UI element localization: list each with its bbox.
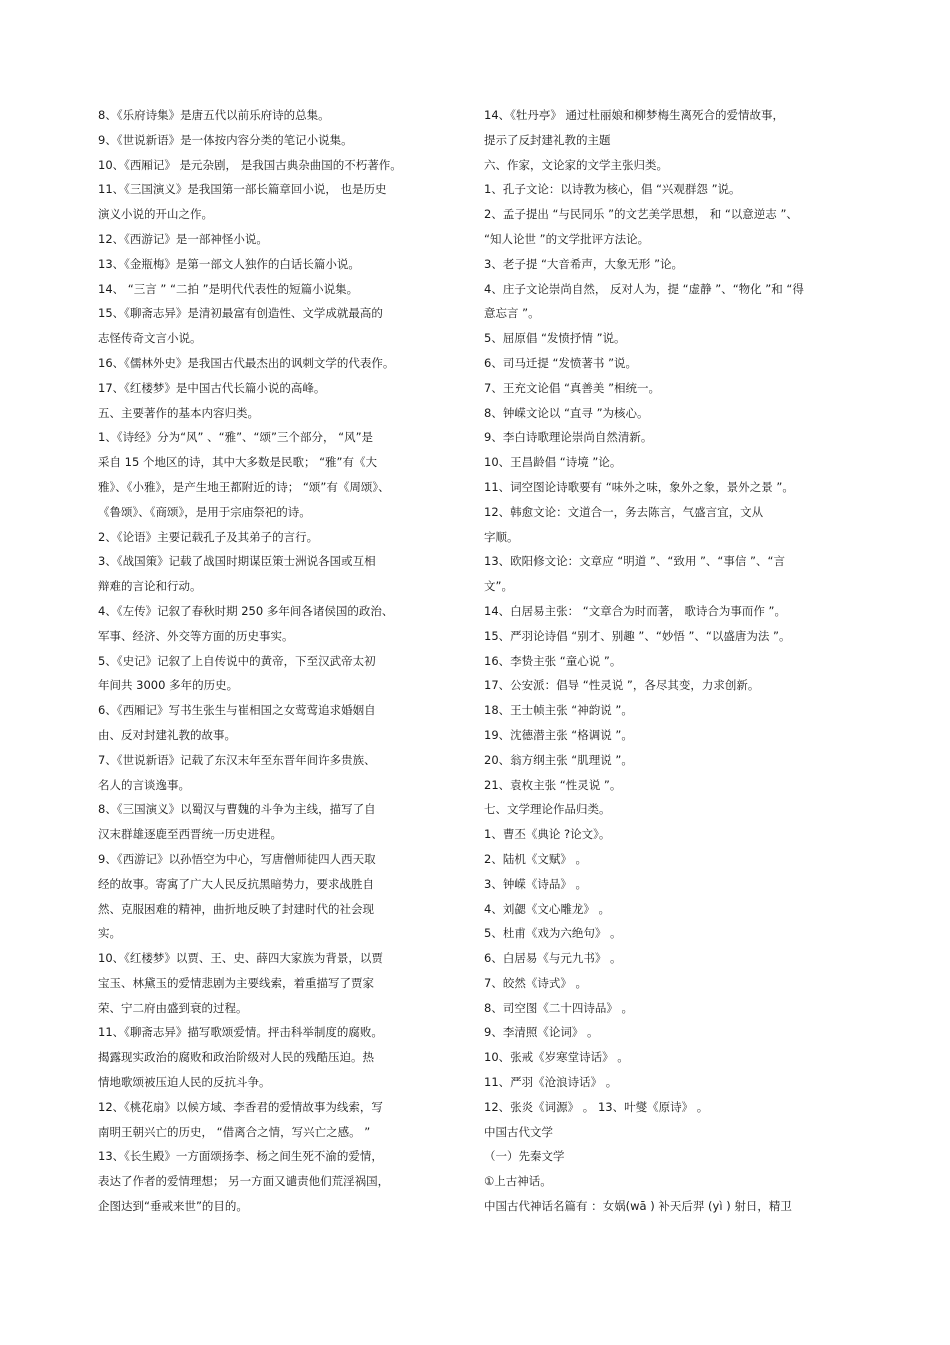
right-text-line: 提示了反封建礼教的主题 [484, 132, 611, 147]
right-text-line: 6、白居易《与元九书》 。 [484, 951, 622, 966]
right-text-line: 意忘言 ”。 [484, 306, 540, 321]
left-text-line: 经的故事。寄寓了广大人民反抗黑暗势力，要求战胜自 [98, 876, 374, 891]
right-text-line: 4、庄子文论崇尚自然， 反对人为，提 “虚静 ”、“物化 ”和 “得 [484, 281, 804, 296]
left-text-line: 表达了作者的爱情理想； 另一方面又谴责他们荒淫祸国， [98, 1174, 390, 1189]
right-text-line: 3、钟嵘《诗品》 。 [484, 876, 587, 891]
left-text-line: 7、《世说新语》记载了东汉末年至东晋年间许多贵族、 [98, 752, 376, 767]
left-text-line: 17、《红楼梦》是中国古代长篇小说的高峰。 [98, 380, 326, 395]
right-text-line: 字顺。 [484, 529, 519, 544]
left-text-line: 15、《聊斋志异》是清初最富有创造性、文学成就最高的 [98, 306, 383, 321]
right-text-line: 11、严羽《沧浪诗话》 。 [484, 1075, 618, 1090]
right-text-line: 6、司马迁提 “发愤著书 ”说。 [484, 355, 638, 370]
left-column [98, 103, 468, 1219]
left-text-line: 11、《三国演义》是我国第一部长篇章回小说， 也是历史 [98, 182, 387, 197]
left-text-line: 情地歌颂被压迫人民的反抗斗争。 [98, 1075, 271, 1090]
left-text-line: 12、《桃花扇》以候方域、李香君的爱情故事为线索，写 [98, 1099, 383, 1114]
right-text-line: 七、文学理论作品归类。 [484, 802, 611, 817]
right-text-line: 17、公安派：倡导 “性灵说 ”，各尽其变，力求创新。 [484, 678, 760, 693]
right-text-line: 19、沈德潜主张 “格调说 ”。 [484, 727, 633, 742]
left-text-line: 《鲁颂》、《商颂》，是用于宗庙祭祀的诗。 [98, 504, 311, 519]
right-text-line: ①上古神话。 [484, 1174, 552, 1189]
right-text-line: 7、王充文论倡 “真善美 ”相统一。 [484, 380, 661, 395]
left-text-line: 雅》、《小雅》，是产生地王都附近的诗； “颂”有《周颂》、 [98, 479, 390, 494]
left-text-line: 2、《论语》主要记载孔子及其弟子的言行。 [98, 529, 319, 544]
left-text-line: 12、《西游记》是一部神怪小说。 [98, 231, 268, 246]
right-text-line: 21、袁枚主张 “性灵说 ”。 [484, 777, 622, 792]
left-text-line: 荣、宁二府由盛到衰的过程。 [98, 1000, 248, 1015]
right-text-line: “知人论世 ”的文学批评方法论。 [484, 231, 650, 246]
right-column [484, 103, 844, 1219]
right-text-line: （一）先秦文学 [484, 1149, 565, 1164]
left-text-line: 13、《金瓶梅》是第一部文人独作的白话长篇小说。 [98, 256, 360, 271]
left-text-line: 5、《史记》记叙了上自传说中的黄帝，下至汉武帝太初 [98, 653, 376, 668]
left-text-line: 9、《世说新语》是一体按内容分类的笔记小说集。 [98, 132, 353, 147]
right-text-line: 4、刘勰《文心雕龙》 。 [484, 901, 610, 916]
right-text-line: 10、张戒《岁寒堂诗话》 。 [484, 1050, 629, 1065]
left-text-line: 志怪传奇文言小说。 [98, 331, 202, 346]
left-text-line: 揭露现实政治的腐败和政治阶级对人民的残酷压迫。热 [98, 1050, 374, 1065]
left-text-line: 6、《西厢记》写书生张生与崔相国之女莺莺追求婚姻自 [98, 703, 376, 718]
left-text-line: 16、《儒林外史》是我国古代最杰出的讽刺文学的代表作。 [98, 355, 395, 370]
left-text-line: 年间共 3000 多年的历史。 [98, 678, 239, 693]
right-text-line: 1、孔子文论：以诗教为核心，倡 “兴观群怨 ”说。 [484, 182, 741, 197]
right-text-line: 7、皎然《诗式》 。 [484, 975, 587, 990]
right-text-line: 12、张炎《词源》 。 13、叶燮《原诗》 。 [484, 1099, 709, 1114]
right-text-line: 2、孟子提出 “与民同乐 ”的文艺美学思想， 和 “以意逆志 ”、 [484, 207, 798, 222]
right-text-line: 9、李清照《论词》 。 [484, 1025, 599, 1040]
right-text-line: 1、曹丕《典论 ?论文》。 [484, 827, 611, 842]
left-text-line: 1、《诗经》分为“风” 、“雅”、“颂”三个部分， “风”是 [98, 430, 374, 445]
right-text-line: 2、陆机《文赋》 。 [484, 851, 587, 866]
right-text-line: 20、翁方纲主张 “肌理说 ”。 [484, 752, 633, 767]
right-text-line: 13、欧阳修文论：文章应 “明道 ”、“致用 ”、“事信 ”、“言 [484, 554, 785, 569]
left-text-line: 8、《乐府诗集》是唐五代以前乐府诗的总集。 [98, 108, 330, 122]
right-text-line: 文”。 [484, 579, 513, 594]
right-text-line: 9、李白诗歌理论崇尚自然清新。 [484, 430, 653, 445]
left-text-line: 实。 [98, 926, 121, 941]
left-text-line: 4、《左传》记叙了春秋时期 250 多年间各诸侯国的政治、 [98, 603, 394, 618]
left-text-line: 10、《西厢记》 是元杂剧， 是我国古典杂曲国的不朽著作。 [98, 157, 402, 172]
right-text-line: 8、司空图《二十四诗品》 。 [484, 1000, 633, 1015]
left-text-line: 11、《聊斋志异》描写歌颂爱情。抨击科举制度的腐败。 [98, 1025, 383, 1040]
right-text-line: 中国古代文学 [484, 1124, 553, 1139]
right-text-line: 10、王昌龄倡 “诗境 ”论。 [484, 455, 622, 470]
right-text-line: 5、屈原倡 “发愤抒情 ”说。 [484, 331, 626, 346]
left-text-line: 9、《西游记》以孙悟空为中心，写唐僧师徒四人西天取 [98, 851, 376, 866]
left-text-line: 名人的言谈逸事。 [98, 777, 190, 792]
left-text-line: 企图达到“垂戒来世”的目的。 [98, 1199, 248, 1214]
right-text-line: 5、杜甫《戏为六绝句》 。 [484, 926, 622, 941]
right-text-line: 六、作家，文论家的文学主张归类。 [484, 157, 668, 172]
left-text-line: 13、《长生殿》一方面颂扬李、杨之间生死不渝的爱情， [98, 1149, 383, 1164]
right-text-line: 中国古代神话名篇有 ：女娲(wā ) 补天后羿 (yì ) 射日，精卫 [484, 1199, 792, 1214]
left-text-line: 宝玉、林黛玉的爱情悲剧为主要线索，着重描写了贾家 [98, 975, 374, 990]
right-text-line: 15、严羽论诗倡 “别才、别趣 ”、“妙悟 ”、“以盛唐为法 ”。 [484, 628, 791, 643]
left-text-line: 8、《三国演义》以蜀汉与曹魏的斗争为主线，描写了自 [98, 802, 376, 817]
left-text-line: 汉末群雄逐鹿至西晋统一历史进程。 [98, 827, 282, 842]
left-text-line: 演义小说的开山之作。 [98, 207, 213, 222]
left-text-line: 辩难的言论和行动。 [98, 579, 202, 594]
left-text-line: 3、《战国策》记载了战国时期谋臣策士洲说各国或互相 [98, 554, 376, 569]
right-text-line: 12、韩愈文论：文道合一，务去陈言，气盛言宜，文从 [484, 504, 764, 519]
left-text-line: 14、 “三言 ” “二拍 ”是明代代表性的短篇小说集。 [98, 281, 359, 296]
right-text-line: 14、白居易主张： “文章合为时而著， 歌诗合为事而作 ”。 [484, 603, 787, 618]
right-text-line: 18、王士帧主张 “神韵说 ”。 [484, 703, 633, 718]
right-text-line: 8、钟嵘文论以 “直寻 ”为核心。 [484, 405, 649, 420]
right-text-line: 11、词空图论诗歌要有 “味外之味，象外之象，景外之景 ”。 [484, 479, 794, 494]
right-text-line: 3、老子提 “大音希声，大象无形 ”论。 [484, 256, 684, 271]
left-text-line: 由、反对封建礼教的故事。 [98, 727, 236, 742]
left-text-line: 10、《红楼梦》以贾、王、史、薛四大家族为背景，以贾 [98, 951, 383, 966]
right-text-line: 16、李贽主张 “童心说 ”。 [484, 653, 622, 668]
left-text-line: 采自 15 个地区的诗，其中大多数是民歌； “雅”有《大 [98, 455, 378, 470]
left-text-line: 军事、经济、外交等方面的历史事实。 [98, 628, 294, 643]
right-text-line: 14、《牡丹亭》 通过杜丽娘和柳梦梅生离死合的爱情故事， [484, 108, 785, 122]
left-text-line: 然、克服困难的精神，曲折地反映了封建时代的社会现 [98, 901, 374, 916]
left-text-line: 南明王朝兴亡的历史， “借离合之情，写兴亡之感。 ” [98, 1124, 371, 1139]
left-text-line: 五、主要著作的基本内容归类。 [98, 405, 259, 420]
